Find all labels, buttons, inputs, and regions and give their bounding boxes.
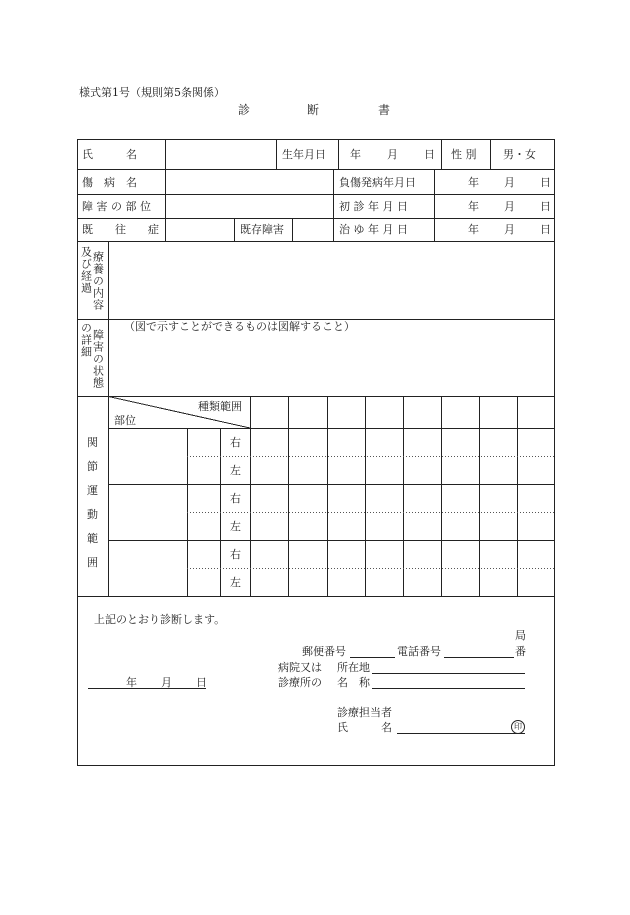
onset-year-unit: 年 bbox=[468, 176, 479, 189]
phone-line bbox=[444, 657, 514, 658]
ban-unit: 番 bbox=[515, 645, 526, 658]
cure-date-label: 治 ゆ 年 月 日 bbox=[339, 223, 408, 236]
cure-year-unit: 年 bbox=[468, 223, 479, 236]
history-label: 既 往 症 bbox=[82, 223, 159, 236]
title-char-2: 断 bbox=[307, 103, 320, 117]
hospital-label-line1: 病院又は bbox=[278, 661, 322, 674]
kyoku-unit: 局 bbox=[515, 629, 526, 642]
first-exam-day-unit: 日 bbox=[540, 200, 551, 213]
title-char-3: 書 bbox=[378, 103, 391, 117]
facility-name-line bbox=[372, 688, 525, 689]
form-number: 様式第1号（規則第5条関係） bbox=[79, 86, 225, 99]
gender-value: 男・女 bbox=[503, 148, 536, 161]
joint-label-char: 節 bbox=[87, 460, 98, 473]
dob-label: 生年月日 bbox=[282, 148, 326, 161]
gender-label: 性 別 bbox=[451, 148, 477, 161]
disability-detail-label-part2: の詳細 bbox=[79, 322, 93, 358]
first-exam-year-unit: 年 bbox=[468, 200, 479, 213]
address-line bbox=[372, 673, 525, 674]
date-month-unit: 月 bbox=[161, 676, 172, 689]
diagnosis-statement: 上記のとおり診断します。 bbox=[94, 613, 226, 626]
facility-name-label: 名 称 bbox=[337, 676, 370, 689]
dob-month-unit: 月 bbox=[387, 148, 398, 161]
hospital-label-line2: 診療所の bbox=[278, 676, 322, 689]
onset-day-unit: 日 bbox=[540, 176, 551, 189]
disability-detail-label-part1: 障害の状態 bbox=[91, 329, 105, 389]
left-label: 左 bbox=[230, 520, 241, 533]
left-label: 左 bbox=[230, 464, 241, 477]
phone-label: 電話番号 bbox=[397, 645, 441, 658]
dob-day-unit: 日 bbox=[424, 148, 435, 161]
right-label: 右 bbox=[230, 436, 241, 449]
joint-label-char: 動 bbox=[87, 508, 98, 521]
postal-code-label: 郵便番号 bbox=[302, 645, 346, 658]
address-label: 所在地 bbox=[337, 661, 370, 674]
first-exam-month-unit: 月 bbox=[504, 200, 515, 213]
part-header: 部位 bbox=[114, 414, 136, 427]
left-label: 左 bbox=[230, 576, 241, 589]
doctor-name-label: 氏 名 bbox=[337, 721, 392, 734]
postal-code-line bbox=[350, 657, 395, 658]
onset-date-label: 負傷発病年月日 bbox=[339, 176, 416, 189]
cure-day-unit: 日 bbox=[540, 223, 551, 236]
joint-label-char: 関 bbox=[87, 436, 98, 449]
type-range-header: 種類範囲 bbox=[198, 400, 242, 413]
first-exam-label: 初 診 年 月 日 bbox=[339, 200, 408, 213]
date-year-unit: 年 bbox=[126, 676, 137, 689]
name-label: 氏 名 bbox=[82, 148, 137, 161]
disability-note: （図で示すことができるものは図解すること） bbox=[124, 320, 355, 333]
joint-label-char: 運 bbox=[87, 484, 98, 497]
dob-year-unit: 年 bbox=[350, 148, 361, 161]
treatment-label-part1: 療養の内容 bbox=[91, 251, 105, 311]
onset-month-unit: 月 bbox=[504, 176, 515, 189]
seal-icon: 印 bbox=[511, 720, 525, 734]
doctor-name-line bbox=[397, 733, 525, 734]
treatment-label-part2: 及び経過 bbox=[79, 246, 93, 294]
joint-label-char: 囲 bbox=[87, 556, 98, 569]
doctor-label: 診療担当者 bbox=[337, 706, 392, 719]
title-char-1: 診 bbox=[238, 103, 251, 117]
joint-label-char: 範 bbox=[87, 532, 98, 545]
right-label: 右 bbox=[230, 492, 241, 505]
injury-label: 傷 病 名 bbox=[82, 176, 137, 189]
cure-month-unit: 月 bbox=[504, 223, 515, 236]
existing-disability-label: 既存障害 bbox=[240, 223, 284, 236]
date-day-unit: 日 bbox=[196, 676, 207, 689]
date-line bbox=[88, 688, 206, 689]
right-label: 右 bbox=[230, 548, 241, 561]
disability-part-label: 障 害 の 部 位 bbox=[82, 200, 151, 213]
